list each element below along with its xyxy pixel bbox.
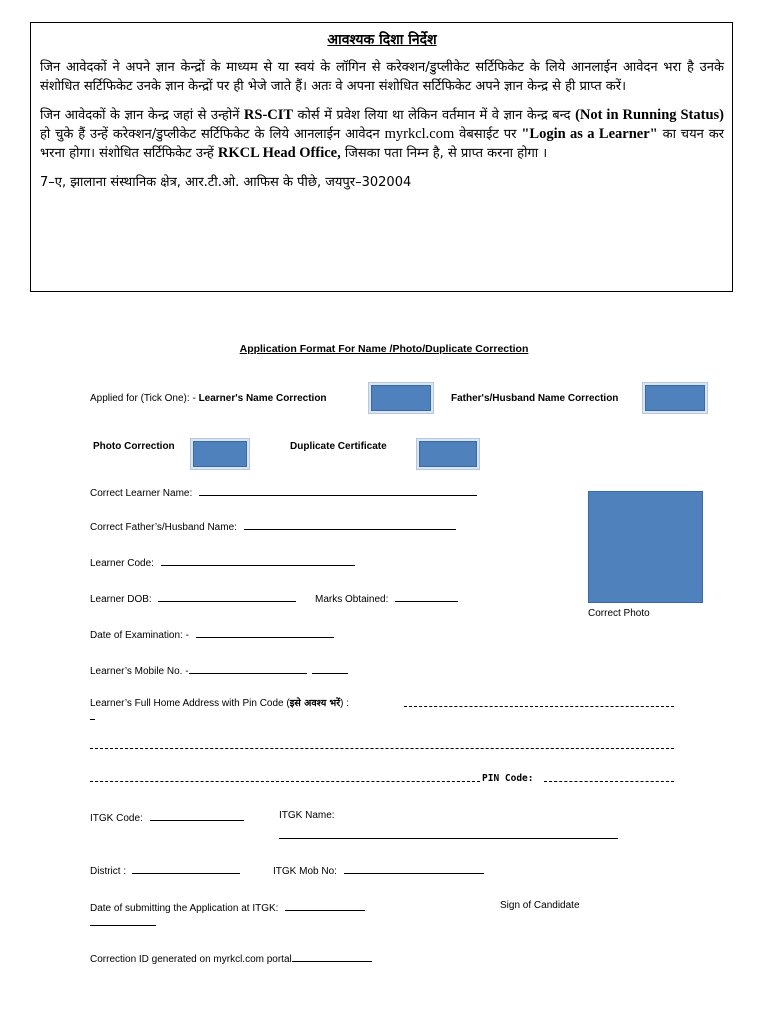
duplicate-certificate-checkbox[interactable] [419,441,477,467]
photo-correction-label: Photo Correction [93,441,175,452]
district-field: District : [90,863,240,877]
itgk-code-field: ITGK Code: [90,810,244,824]
date-of-examination-input[interactable] [196,627,334,638]
learner-code-input[interactable] [161,555,355,566]
learner-dob-input[interactable] [158,591,296,602]
date-submitting-field: Date of submitting the Application at ITGK: [90,900,365,914]
sign-of-candidate-label: Sign of Candidate [500,900,580,911]
learner-name-correction-checkbox[interactable] [371,385,431,411]
home-address-label: Learner’s Full Home Address with Pin Code (इसे अवश्य भरें) : [90,698,349,709]
date-submitting-input-wrap[interactable] [90,925,156,926]
pin-code-input[interactable] [544,781,674,782]
itgk-mob-input[interactable] [344,863,484,874]
instructions-title: आवश्यक दिशा निर्देश [327,32,437,48]
correct-learner-name-field: Correct Learner Name: [90,485,477,499]
correct-learner-name-input[interactable] [199,485,477,496]
form-title: Application Format For Name /Photo/Duplicate Correction [239,343,529,355]
address-line-3[interactable] [90,781,480,782]
photo-correction-checkbox[interactable] [193,441,247,467]
address-line-2[interactable] [90,748,674,749]
office-address: 7–ए, झालाना संस्थानिक क्षेत्र, आर.टी.ओ. आफिस के पीछे, जयपुर–302004 [40,175,412,190]
correct-photo-box[interactable] [588,491,703,603]
marks-obtained-field: Marks Obtained: [315,591,458,605]
address-line-1[interactable] [404,706,674,707]
correct-father-name-input[interactable] [244,519,456,530]
mobile-no-input[interactable] [189,663,307,674]
correct-father-name-field: Correct Father’s/Husband Name: [90,519,456,533]
father-husband-correction-checkbox[interactable] [645,385,705,411]
mobile-no-input-extra[interactable] [312,663,348,674]
applied-for-label: Applied for (Tick One): - Learner's Name Correction [90,393,327,404]
instructions-paragraph-2: जिन आवेदकों के ज्ञान केन्द्र जहां से उन्होनें RS-CIT कोर्स में प्रवेश लिया था लेकिन वर्तमान में वे ज्ञान केन्द्र बन्द (Not in Running Status) हो चुके हैं उन्हें करेक्शन/डुप्लीकेट सर्टिफिकेट के लिये आनलाईन आवेदन myrkcl.com वेबसाईट पर "Login as a Learner" का चयन कर भरना होगा। संशोधित सर्टिफिकेट उन्हें RKCL Head Office, जिसका पता निम्न है, से प्राप्त करना होगा । [40,107,725,161]
marks-obtained-input[interactable] [395,591,458,602]
instructions-paragraph-1: जिन आवेदकों ने अपने ज्ञान केन्द्रों के माध्यम से या स्वयं के लॉगिन से करेक्शन/डुप्लीकेट सर्टिफिकेट के लिये आनलाईन आवेदन भरा है उनके संशोधित सर्टिफिकेट उनके ज्ञान केन्द्रों पर ही भेजे जाते हैं। अतः वे अपना संशोधित सर्टिफिकेट अपने ज्ञान केन्द्र से ही प्राप्त करें। [40,60,724,94]
itgk-code-input[interactable] [150,810,244,821]
learner-code-field: Learner Code: [90,555,355,569]
correct-photo-label: Correct Photo [588,608,650,619]
address-line-1-wrap [90,719,95,720]
itgk-name-label: ITGK Name: [279,810,335,821]
itgk-name-input[interactable] [279,838,618,839]
date-of-examination-field: Date of Examination: - [90,627,334,641]
correction-id-input[interactable] [292,951,372,962]
father-husband-correction-label: Father's/Husband Name Correction [451,393,619,404]
learner-dob-field: Learner DOB: [90,591,296,605]
itgk-mob-field: ITGK Mob No: [273,863,484,877]
pin-code-label: PIN Code: [482,773,534,784]
district-input[interactable] [132,863,240,874]
instructions-box [30,22,733,292]
date-submitting-input[interactable] [285,900,365,911]
duplicate-certificate-label: Duplicate Certificate [290,441,387,452]
mobile-no-field: Learner’s Mobile No. - [90,663,348,677]
correction-id-field: Correction ID generated on myrkcl.com portal [90,951,372,965]
learner-name-correction-label: Learner's Name Correction [198,393,327,404]
